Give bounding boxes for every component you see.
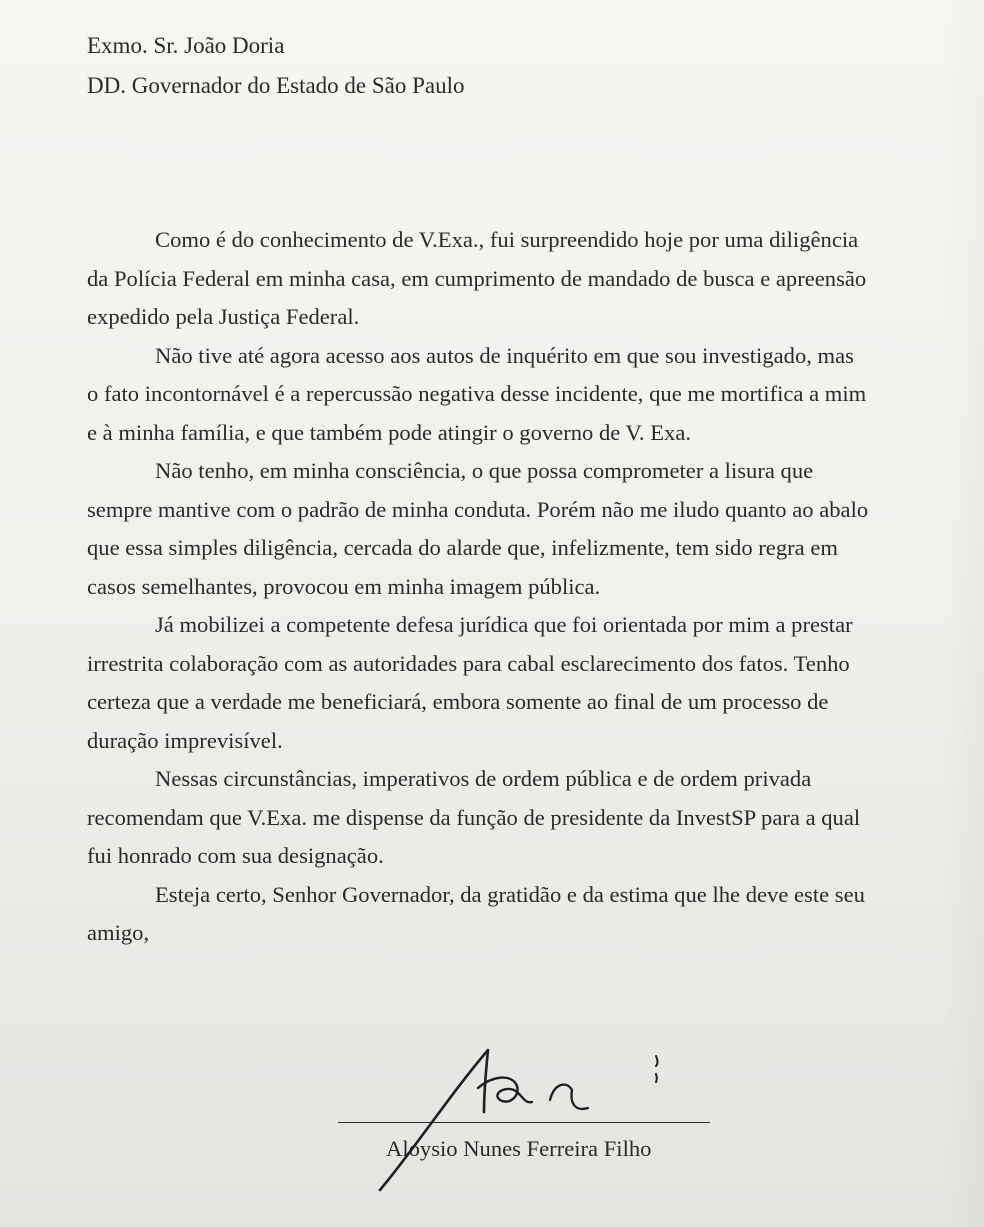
recipient-address — [87, 26, 465, 106]
text-line: certeza que a verdade me beneficiará, embora somente ao final de um processo de — [87, 689, 829, 714]
text-line: expedido pela Justiça Federal. — [87, 304, 360, 329]
paragraph-3 — [87, 452, 887, 606]
text-line: Não tive até agora acesso aos autos de inquérito em que sou investigado, mas — [155, 342, 854, 368]
page-shadow — [944, 0, 984, 1227]
text-line: Não tenho, em minha consciência, o que possa comprometer a lisura que — [155, 458, 814, 483]
text-line: casos semelhantes, provocou em minha imagem pública. — [87, 573, 601, 599]
text-line: amigo, — [87, 920, 150, 945]
paragraph-4 — [87, 606, 887, 760]
paragraph-2 — [87, 337, 887, 453]
text-line: Nessas circunstâncias, imperativos de ordem pública e de ordem privada — [155, 766, 812, 791]
text-line: recomendam que V.Exa. me dispense da função de presidente da InvestSP para a qual — [87, 804, 861, 830]
text-line: que essa simples diligência, cercada do alarde que, infelizmente, tem sido regra em — [87, 535, 838, 560]
text-line: fui honrado com sua designação. — [87, 843, 384, 868]
paragraph-5 — [87, 760, 887, 876]
paragraph-1 — [87, 221, 887, 337]
text-line: e à minha família, e que também pode atingir o governo de V. Exa. — [87, 419, 691, 445]
text-line: Como é do conhecimento de V.Exa., fui surpreendido hoje por uma diligência — [155, 227, 859, 252]
handwritten-signature — [360, 1030, 680, 1200]
text-line: duração imprevisível. — [87, 727, 283, 753]
text-line: sempre mantive com o padrão de minha conduta. Porém não me iludo quanto ao abalo — [87, 496, 869, 522]
text-line: o fato incontornável é a repercussão negativa desse incidente, que me mortifica a mim — [87, 381, 867, 406]
paragraph-6 — [87, 876, 887, 953]
letter-body — [87, 221, 887, 953]
text-line: Já mobilizei a competente defesa jurídica que foi orientada por mim a prestar — [155, 612, 853, 637]
text-line: Esteja certo, Senhor Governador, da gratidão e da estima que lhe deve este seu — [155, 881, 865, 907]
signatory-name: Aloysio Nunes Ferreira Filho — [386, 1136, 652, 1161]
recipient-name: Exmo. Sr. João Doria — [87, 33, 285, 58]
text-line: da Polícia Federal em minha casa, em cumprimento de mandado de busca e apreensão — [87, 265, 867, 291]
text-line: irrestrita colaboração com as autoridades para cabal esclarecimento dos fatos. Tenho — [87, 650, 850, 676]
recipient-title: DD. Governador do Estado de São Paulo — [87, 73, 465, 98]
signature-strokes — [380, 1050, 658, 1190]
